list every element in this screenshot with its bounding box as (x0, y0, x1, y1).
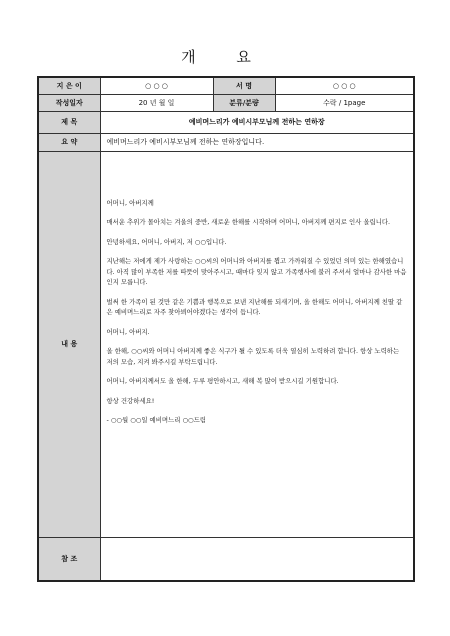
subject-label: 제 목 (38, 111, 100, 133)
content-cell (100, 151, 414, 537)
content-paragraph: 항상 건강하세요! (106, 396, 155, 405)
signature-label: 서 명 (213, 77, 275, 94)
content-paragraph: - ○○월 ○○일 예비며느리 ○○드림 (106, 416, 206, 424)
subject-row (38, 111, 414, 133)
content-label: 내 용 (38, 151, 100, 537)
signature-value: ○ ○ ○ (275, 77, 414, 94)
document-title: 개 요 (181, 48, 269, 66)
summary-form-table (37, 76, 415, 582)
reference-label: 참 조 (38, 537, 100, 581)
summary-value: 예비며느리가 예비시부모님께 전하는 연하장입니다. (100, 133, 414, 151)
author-label: 지 은 이 (38, 77, 100, 94)
content-paragraph: 안녕하세요, 어머니, 아버지, 저 ○○입니다. (106, 237, 227, 246)
content-body (101, 198, 414, 426)
summary-row (38, 133, 414, 151)
author-value: ○ ○ ○ (100, 77, 213, 94)
summary-label: 요 약 (38, 133, 100, 151)
reference-row (38, 537, 414, 581)
date-row (38, 94, 414, 111)
content-paragraph: 매서운 추위가 몰아치는 겨울의 중반, 새로운 한해를 시작하며 어머니, 아버지께 편지로 인사 올립니다. (106, 218, 391, 226)
content-paragraph: 어머니, 아버지께 (106, 198, 154, 207)
content-paragraph: 벌써 한 가족이 된 것만 같은 기쁨과 행복으로 보낸 지난해를 되새기며, 올 한해도 어머니, 아버지께 친딸 같은 예비며느리로 자주 찾아뵈어야겠다는 생각이 듭니다. (106, 297, 403, 316)
category-value: 수락 / 1page (275, 94, 414, 111)
content-paragraph: 어머니, 아버지께서도 올 한해, 두루 평안하시고, 새해 복 많이 받으시길 기원합니다. (106, 377, 339, 385)
subject-value: 예비며느리가 예비시부모님께 전하는 연하장 (100, 111, 414, 133)
date-value: 20 년 월 일 (100, 94, 213, 111)
content-paragraph: 올 한해, ○○씨와 어머니 아버지께 좋은 식구가 될 수 있도록 더욱 열심히 노력하려 합니다. 항상 노력하는 저의 모습, 지켜 봐주시길 부탁드립니다. (106, 347, 400, 366)
category-label: 분류/분량 (213, 94, 275, 111)
author-row (38, 77, 414, 94)
date-label: 작성일자 (38, 94, 100, 111)
content-paragraph: 지난해는 저에게 제가 사랑하는 ○○씨의 어머니와 아버지를 뵙고 가까워질 수 있었던 의미 있는 한해였습니다. 아직 많이 부족한 저를 따뜻이 맞아주시고, 때마다 잊지 않고 가족행사에 불러 주셔서 얼마나 감사한 마음인지 모릅니다. (106, 257, 407, 286)
content-row (38, 151, 414, 537)
content-paragraph: 어머니, 아버지. (106, 327, 150, 336)
reference-value (100, 537, 414, 581)
